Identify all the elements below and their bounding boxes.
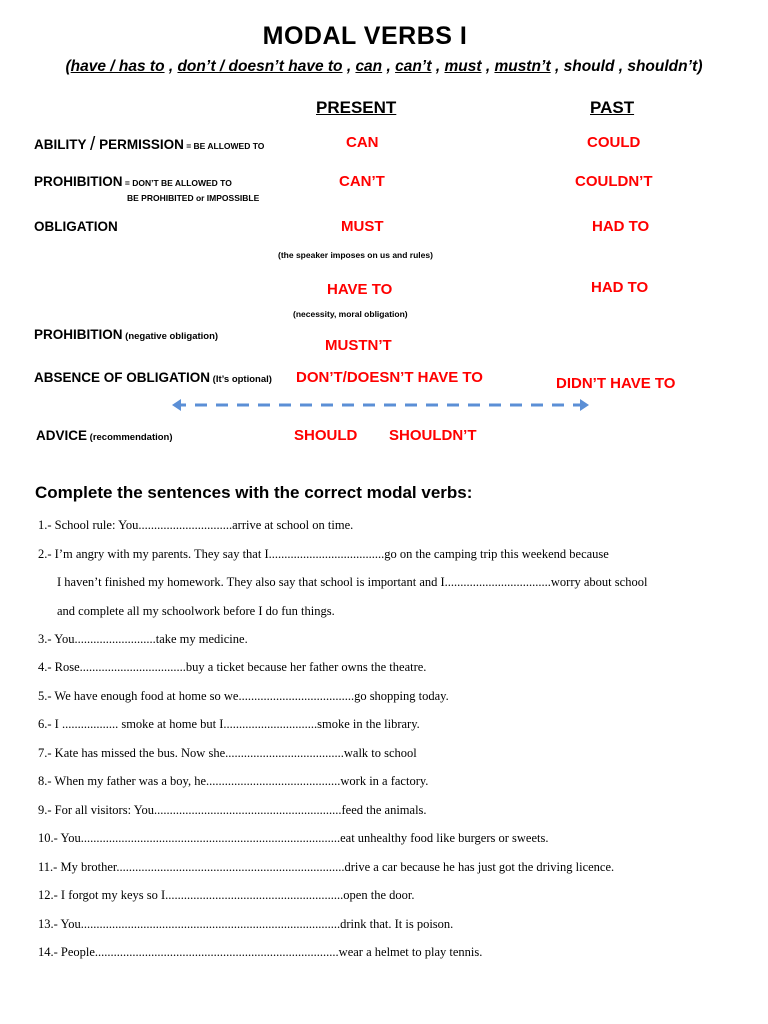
subtitle-part: (	[65, 58, 71, 75]
present-can: CAN	[346, 134, 379, 151]
label-note: (It’s optional)	[210, 374, 272, 385]
exercise-instruction: Complete the sentences with the correct modal verbs:	[35, 483, 473, 502]
subtitle-part: ,	[382, 58, 396, 75]
subtitle-verb: can’t	[395, 58, 432, 75]
label-equivalent: = BE ALLOWED TO	[183, 141, 265, 151]
exercise-item: 3.- You..........................take my medicine.	[38, 632, 248, 646]
row-label-negative-obligation	[34, 327, 218, 342]
label-prohibition: PROHIBITION	[34, 174, 123, 189]
label-advice: ADVICE	[36, 428, 88, 443]
subtitle-verb: mustn’t	[494, 58, 551, 75]
subtitle-part: ,	[342, 58, 356, 75]
exercise-item: 5.- We have enough food at home so we.....................................go shopping today.	[38, 689, 449, 703]
present-cant: CAN’T	[339, 173, 385, 190]
dashed-double-arrow	[160, 394, 600, 416]
exercise-item: 7.- Kate has missed the bus. Now she......................................walk to school	[38, 746, 417, 760]
arrow-head-right	[580, 399, 589, 411]
label-prohibition: PROHIBITION	[34, 327, 123, 342]
label-absence: ABSENCE OF OBLIGATION	[34, 370, 211, 385]
exercise-item: 6.- I .................. smoke at home but I..............................smoke in the library.	[38, 717, 420, 731]
subtitle-part: ,	[164, 58, 178, 75]
label-note: (recommendation)	[87, 432, 173, 443]
exercise-item: 9.- For all visitors: You............................................................feed the animals.	[38, 803, 427, 817]
subtitle-verb: must	[444, 58, 482, 75]
present-should: SHOULD	[294, 427, 358, 444]
note-must: (the speaker imposes on us and rules)	[278, 250, 433, 260]
arrow-head-left	[172, 399, 181, 411]
past-had-to: HAD TO	[592, 218, 650, 235]
past-couldnt: COULDN’T	[575, 173, 653, 190]
row-label-obligation: OBLIGATION	[34, 219, 118, 234]
exercise-item: 1.- School rule: You..............................arrive at school on time.	[38, 518, 354, 532]
subtitle-part: ,	[481, 58, 495, 75]
label-note: (negative obligation)	[122, 331, 219, 342]
exercise-item: 12.- I forgot my keys so I.........................................................open the door.	[38, 888, 415, 902]
label-equivalent: = DON’T BE ALLOWED TO	[122, 178, 232, 188]
label-equivalent-2: BE PROHIBITED or IMPOSSIBLE	[127, 193, 260, 203]
row-label-advice	[36, 428, 173, 443]
past-could: COULD	[587, 134, 641, 151]
exercise-item: 14.- People..............................................................................wear a helmet to play tennis.	[38, 945, 483, 959]
past-had-to: HAD TO	[591, 279, 649, 296]
exercise-item: 2.- I’m angry with my parents. They say that I.....................................go on the camping trip this weekend because	[38, 547, 609, 561]
exercise-item-continued: and complete all my schoolwork before I do fun things.	[57, 604, 335, 618]
subtitle-verb: don’t / doesn’t have to	[177, 58, 343, 75]
slash-separator: /	[90, 134, 96, 155]
subtitle-part: ,	[431, 58, 445, 75]
label-ability: ABILITY	[34, 137, 87, 152]
label-permission: PERMISSION	[99, 137, 184, 152]
page-title: MODAL VERBS I	[262, 22, 468, 50]
exercise-item: 13.- You...................................................................................drink that. It is poison.	[38, 917, 454, 931]
exercise-item: 8.- When my father was a boy, he...........................................work in a factory.	[38, 774, 429, 788]
exercise-item: 10.- You...................................................................................eat unhealthy food like burgers or sweets.	[38, 831, 549, 845]
modal-verbs-list	[0, 58, 768, 76]
exercise-item: 4.- Rose..................................buy a ticket because her father owns the theatre.	[38, 660, 427, 674]
row-label-absence	[34, 370, 272, 385]
present-mustnt: MUSTN’T	[325, 337, 392, 354]
row-label-ability	[34, 134, 264, 156]
subtitle-verb: can	[355, 58, 383, 75]
present-have-to: HAVE TO	[327, 281, 393, 298]
row-label-prohibition	[34, 174, 232, 189]
subtitle-part: , should , shouldn’t)	[550, 58, 703, 75]
subtitle-verb: have / has to	[70, 58, 165, 75]
exercise-item-continued: I haven’t finished my homework. They also say that school is important and I..................................worry about school	[57, 575, 648, 589]
column-header-present: PRESENT	[316, 98, 397, 117]
past-didnt-have-to: DIDN’T HAVE TO	[556, 375, 676, 392]
exercise-item: 11.- My brother.........................................................................drive a car because he has just got the driving licence.	[38, 860, 615, 874]
present-dont-have-to: DON’T/DOESN’T HAVE TO	[296, 369, 483, 386]
column-header-past: PAST	[590, 98, 635, 117]
present-must: MUST	[341, 218, 384, 235]
note-have-to: (necessity, moral obligation)	[293, 309, 408, 319]
present-shouldnt: SHOULDN’T	[389, 427, 477, 444]
